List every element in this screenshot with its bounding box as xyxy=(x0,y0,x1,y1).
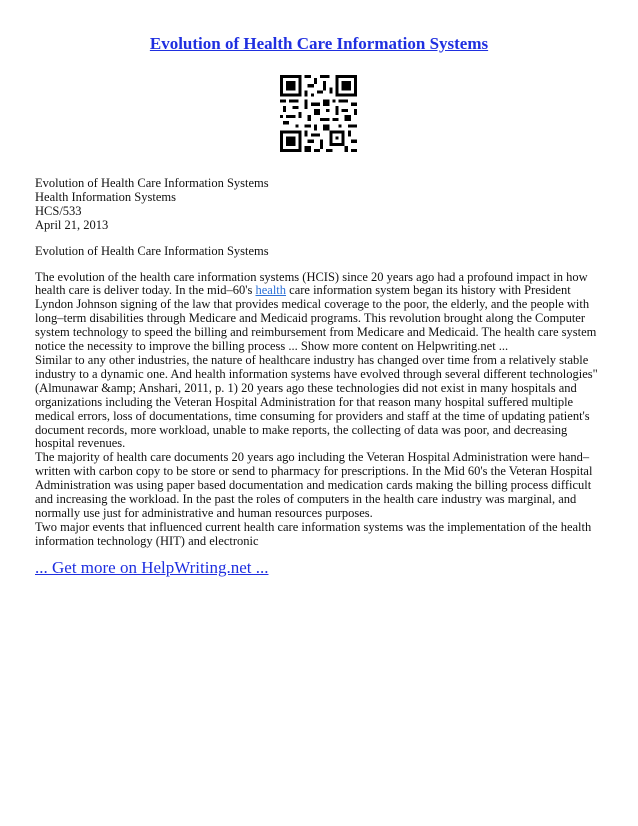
more-link-container xyxy=(35,558,268,578)
paragraph-1-text-a: The evolution of the health care information systems (HCIS) since 20 years ago had a profound impact in how health care is deliver today. In the mid–60's xyxy=(35,269,588,298)
paragraph-1 xyxy=(35,271,605,354)
paragraph-1-text-b: care information system began its history with President Lyndon Johnson signing of the law that provides medical coverage to the poor, the elderly, and the people with long–term disabilities through Medicare and Medicaid programs. This revolution brought along the Computer system technology to speed the billing and reimbursement from Medicare and Medicaid. The health care system notice the necessity to improve the billing process ... Show more content on Helpwriting.net ... xyxy=(35,283,597,354)
health-link[interactable]: health xyxy=(255,283,287,298)
paragraph-4: Two major events that influenced current health care information systems was the implementation of the health information technology (HIT) and electronic xyxy=(35,519,592,548)
title-link[interactable]: Evolution of Health Care Information Systems xyxy=(149,34,489,53)
header-line-code: HCS/533 xyxy=(35,203,82,218)
header-line-course: Health Information Systems xyxy=(35,189,176,204)
paragraph-2: Similar to any other industries, the nature of healthcare industry has changed over time from a relatively stable industry to a dynamic one. And health information systems have evolved through several different technologies" (Almunawar &amp; Anshari, 2011, p. 1) 20 years ago these technologies did not exist in many hospitals and organizations including the Veteran Hospital Administration for that reason many hospital suffered multiple medical errors, loss of documentations, time consuming for providers and staff at the time of updating patient's document records, more workload, unable to make reports, the collecting of data was poor, and decreasing hospital revenues. xyxy=(35,352,598,451)
document-body xyxy=(35,177,605,549)
header-line-title: Evolution of Health Care Information Systems xyxy=(35,176,269,190)
header-line-date: April 21, 2013 xyxy=(35,217,109,232)
get-more-link[interactable]: ... Get more on HelpWriting.net ... xyxy=(35,558,269,577)
paragraph-3: The majority of health care documents 20 years ago including the Veteran Hospital Administration were hand–written with carbon copy to be store or send to pharmacy for prescriptions. In the Mid 60's the Veteran Hospital Administration was using paper based documentation and medication cards making the billing process difficult and increasing the workload. In the past the roles of computers in the health care industry was marginal, and normally use just for administrative and human resources purposes. xyxy=(35,450,593,520)
qr-code-icon xyxy=(280,75,357,152)
essay-subtitle: Evolution of Health Care Information Systems xyxy=(35,243,269,258)
page-title xyxy=(0,34,638,54)
